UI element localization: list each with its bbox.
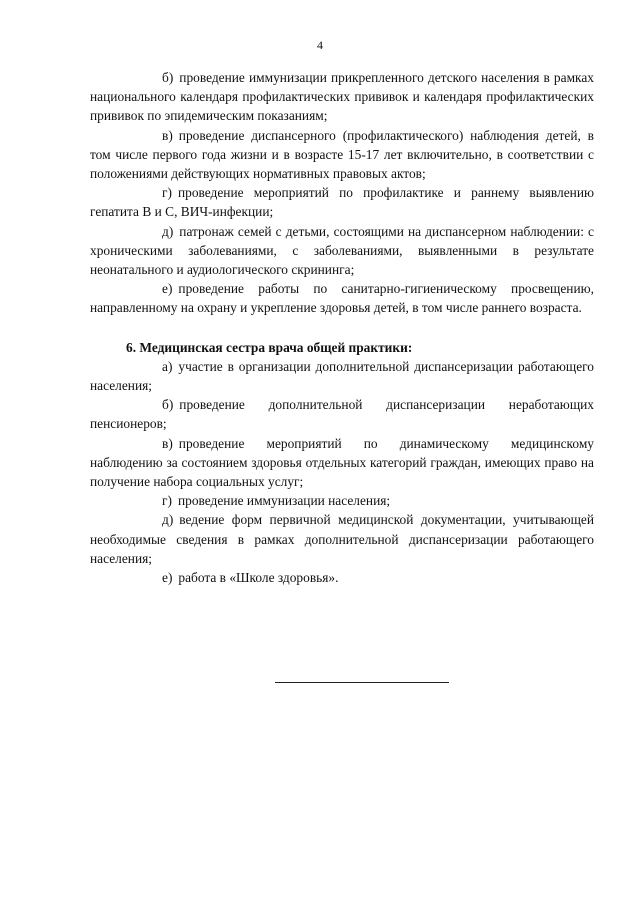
list-item [90,395,594,433]
list-marker: г) [162,185,172,201]
list-marker: г) [162,493,172,509]
list-item-text: работа в «Школе здоровья». [178,570,339,586]
list-item [90,68,594,126]
document-body [90,68,594,587]
list-marker: д) [162,223,174,239]
section-spacer [90,318,594,338]
list-item [90,510,594,568]
list-item [90,491,594,510]
list-marker: в) [162,435,173,451]
list-item [90,279,594,317]
list-item [90,434,594,492]
list-item [90,126,594,184]
list-marker: е) [162,281,173,297]
section-heading: 6. Медицинская сестра врача общей практики: [126,339,413,355]
list-item-text: проведение иммунизации прикрепленного детского населения в рамках национального календаря профилактических прививок и календаря профилактических прививок по эпидемическим показаниям; [90,70,594,124]
list-item [90,357,594,395]
list-item-text: проведение мероприятий по динамическому медицинскому наблюдению за состоянием здоровья отдельных категорий граждан, имеющих право на получение набора социальных услуг; [90,435,594,490]
list-item-text: проведение мероприятий по профилактике и раннему выявлению гепатита В и С, ВИЧ-инфекции; [90,185,594,220]
list-item-text: проведение диспансерного (профилактического) наблюдения детей, в том числе первого года жизни и в возрасте 15-17 лет включительно, в соответствии с положениями действующих нормативных правовых актов; [90,127,594,182]
page-number: 4 [317,38,323,52]
list-marker: б) [162,70,174,85]
list-item-text: проведение работы по санитарно-гигиеническому просвещению, направленному на охрану и укрепление здоровья детей, в том числе раннего возраста. [90,281,594,316]
list-item-text: участие в организации дополнительной диспансеризации работающего населения; [90,358,594,394]
list-item-text: проведение дополнительной диспансеризации неработающих пенсионеров; [90,397,594,432]
list-item [90,222,594,280]
list-marker: е) [162,570,173,586]
list-item-text: проведение иммунизации населения; [177,493,391,509]
list-item [90,183,594,221]
list-marker: а) [162,358,173,374]
list-marker: б) [162,397,174,413]
list-item-text: патронаж семей с детьми, состоящими на диспансерном наблюдении: с хроническими заболеваниями, с заболеваниями, выявленными в результате неонатального и аудиологического скрининга; [90,223,594,278]
closing-rule-divider [275,682,449,683]
list-item-text: ведение форм первичной медицинской документации, учитывающей необходимые сведения в рамках дополнительной диспансеризации работающего населения; [90,512,594,566]
list-marker: в) [162,127,173,143]
list-item [90,568,594,587]
list-marker: д) [162,512,174,528]
